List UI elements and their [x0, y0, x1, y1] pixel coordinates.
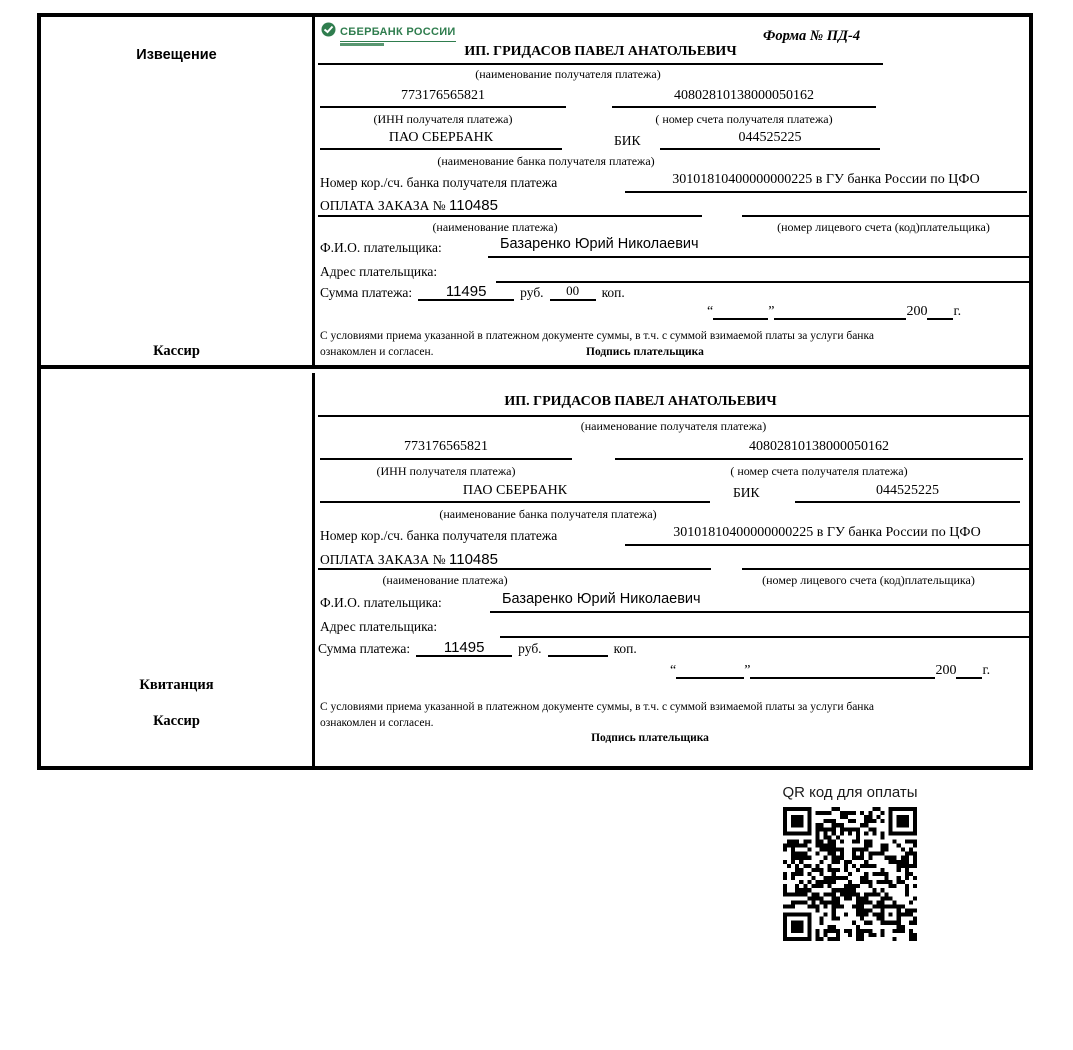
bik-label: БИК	[733, 485, 760, 500]
sberbank-logo-lockup	[340, 22, 456, 46]
purpose-caption: (наименование платежа)	[432, 220, 558, 234]
order-number: 110485	[449, 551, 498, 568]
bik-value: 044525225	[660, 130, 880, 150]
kop-label: коп.	[613, 641, 637, 656]
receipt-stub-cell	[41, 373, 315, 766]
purpose-text: ОПЛАТА ЗАКАЗА №	[320, 198, 446, 213]
purpose-caption: (наименование платежа)	[382, 573, 508, 587]
sberbank-logo-text: СБЕРБАНК РОССИИ	[340, 26, 456, 38]
corr-account-value: 30101810400000000225 в ГУ банка России по ЦФО	[625, 172, 1027, 193]
sum-kop-value: 00	[550, 283, 596, 301]
recipient-underline	[318, 63, 883, 65]
corr-account-label: Номер кор./сч. банка получателя платежа	[320, 528, 558, 543]
date-year-prefix: 200	[935, 663, 957, 678]
payer-signature-label: Подпись плательщика	[591, 732, 709, 744]
pd4-payment-form	[37, 13, 1033, 770]
notice-stub-cell	[41, 17, 315, 365]
payment-purpose	[320, 197, 498, 214]
bank-name-value: ПАО СБЕРБАНК	[320, 130, 562, 150]
date-close-quote: ”	[744, 663, 751, 678]
date-open-quote: “	[707, 304, 714, 319]
cashier-label: Кассир	[153, 713, 200, 729]
sum-rub-value: 11495	[418, 283, 514, 301]
date-year-blank	[956, 664, 982, 679]
bank-caption: (наименование банка получателя платежа)	[439, 507, 657, 521]
fio-value: Базаренко Юрий Николаевич	[490, 591, 1029, 613]
payer-code-caption: (номер лицевого счета (код)плательщика)	[777, 220, 990, 234]
date-year-suffix: г.	[953, 304, 962, 319]
date-year-blank	[927, 305, 953, 320]
account-caption: ( номер счета получателя платежа)	[730, 464, 908, 478]
corr-account-value: 30101810400000000225 в ГУ банка России по ЦФО	[625, 525, 1029, 546]
sum-line	[320, 283, 625, 301]
address-label: Адрес плательщика:	[320, 619, 438, 634]
inn-caption: (ИНН получателя платежа)	[373, 112, 513, 126]
bank-caption: (наименование банка получателя платежа)	[437, 154, 655, 168]
sum-kop-blank	[548, 639, 608, 657]
rub-label: руб.	[518, 641, 542, 656]
date-month-blank	[750, 664, 935, 679]
sberbank-logo	[321, 22, 456, 46]
recipient-underline	[318, 415, 1029, 417]
payer-code-underline	[742, 568, 1029, 570]
sum-label: Сумма платежа:	[318, 641, 411, 656]
account-value: 40802810138000050162	[615, 439, 1023, 460]
corr-account-label: Номер кор./сч. банка получателя платежа	[320, 175, 558, 190]
agreement-line2: ознакомлен и согласен.	[320, 346, 434, 358]
kop-label: коп.	[601, 285, 625, 300]
date-month-blank	[774, 305, 906, 320]
agreement-line1: С условиями приема указанной в платежном документе суммы, в т.ч. с суммой взимаемой платы за услуги банка	[320, 330, 874, 342]
fio-label: Ф.И.О. плательщика:	[320, 595, 442, 610]
account-value: 40802810138000050162	[612, 88, 876, 108]
date-day-blank	[713, 305, 768, 320]
notice-form-cell	[318, 17, 1029, 365]
recipient-name: ИП. ГРИДАСОВ ПАВЕЛ АНАТОЛЬЕВИЧ	[504, 394, 777, 409]
recipient-caption: (наименование получателя платежа)	[580, 419, 767, 433]
qr-label: QR код для оплаты	[782, 784, 918, 801]
notice-title: Извещение	[136, 47, 217, 63]
sum-rub-value: 11495	[416, 639, 512, 657]
receipt-section	[41, 373, 1029, 766]
bank-name-value: ПАО СБЕРБАНК	[320, 483, 710, 503]
date-open-quote: “	[670, 663, 677, 678]
account-caption: ( номер счета получателя платежа)	[655, 112, 833, 126]
receipt-form-cell	[318, 373, 1029, 766]
rub-label: руб.	[520, 285, 544, 300]
payer-signature-label: Подпись плательщика	[586, 346, 704, 358]
inn-value: 773176565821	[320, 88, 566, 108]
purpose-underline	[318, 568, 711, 570]
receipt-title: Квитанция	[139, 677, 214, 693]
agreement-line2: ознакомлен и согласен.	[320, 717, 434, 729]
purpose-text: ОПЛАТА ЗАКАЗА №	[320, 552, 446, 567]
bik-value: 044525225	[795, 483, 1020, 503]
date-year-suffix: г.	[982, 663, 991, 678]
purpose-underline	[318, 215, 702, 217]
date-day-blank	[676, 664, 744, 679]
address-blank-line	[500, 636, 1029, 638]
payer-code-caption: (номер лицевого счета (код)плательщика)	[762, 573, 975, 587]
payer-code-underline	[742, 215, 1029, 217]
date-line	[707, 304, 961, 320]
sum-label: Сумма платежа:	[320, 285, 413, 300]
order-number: 110485	[449, 197, 498, 214]
fio-label: Ф.И.О. плательщика:	[320, 240, 442, 255]
inn-value: 773176565821	[320, 439, 572, 460]
recipient-name: ИП. ГРИДАСОВ ПАВЕЛ АНАТОЛЬЕВИЧ	[464, 44, 737, 59]
address-label: Адрес плательщика:	[320, 264, 438, 279]
qr-block	[779, 784, 921, 946]
notice-section	[41, 17, 1029, 369]
sum-line	[318, 639, 637, 657]
cashier-label: Кассир	[153, 343, 200, 359]
date-line	[670, 663, 990, 679]
sberbank-logo-icon	[321, 22, 336, 37]
recipient-caption: (наименование получателя платежа)	[475, 67, 661, 81]
bik-label: БИК	[614, 133, 641, 148]
agreement-line1: С условиями приема указанной в платежном документе суммы, в т.ч. с суммой взимаемой платы за услуги банка	[320, 701, 874, 713]
date-close-quote: ”	[768, 304, 775, 319]
inn-caption: (ИНН получателя платежа)	[376, 464, 516, 478]
qr-code	[783, 807, 917, 941]
payment-purpose	[320, 551, 498, 568]
form-number: Форма № ПД-4	[763, 28, 861, 44]
date-year-prefix: 200	[906, 304, 928, 319]
fio-value: Базаренко Юрий Николаевич	[488, 236, 1029, 258]
